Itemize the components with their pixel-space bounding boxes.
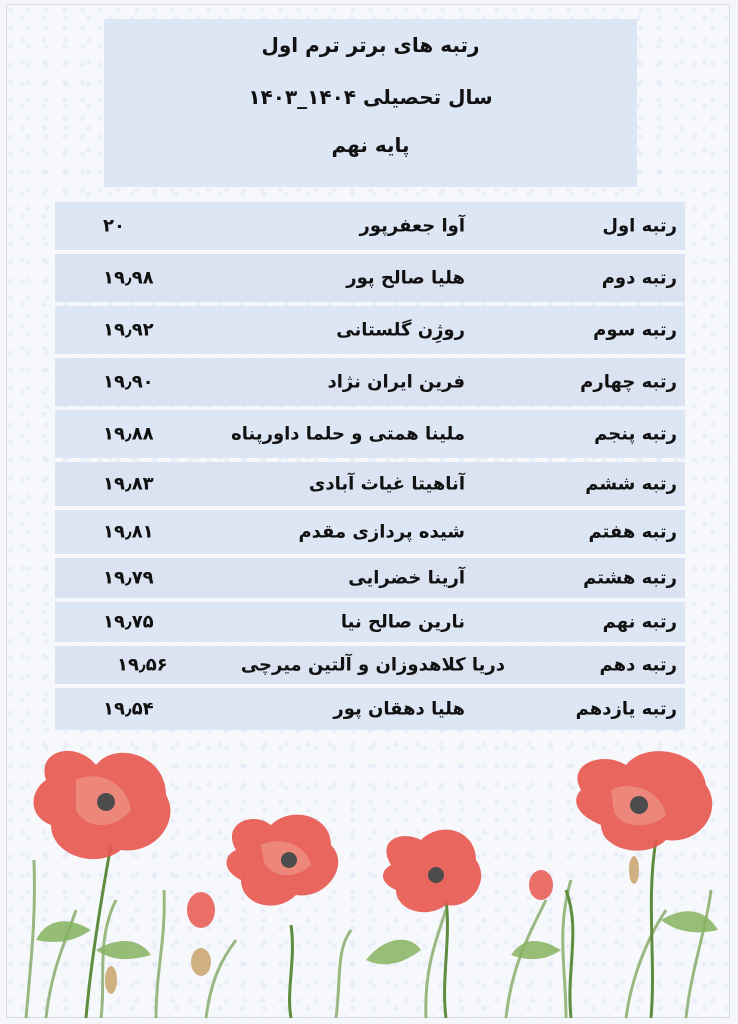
grass-blades [26,860,711,1018]
ranking-row [55,410,685,458]
student-name: روژِن گلستانی [336,319,465,341]
rank-label: رتبه اول [602,215,677,237]
student-name: هلیا صالح پور [346,267,465,289]
rank-label: رتبه دوم [601,267,677,289]
ranking-row [55,688,685,730]
student-name: فرین ایران نژاد [327,371,465,393]
ranking-row [55,254,685,302]
rank-label: رتبه چهارم [580,371,677,393]
ranking-row [55,558,685,598]
score: ۱۹٫۹۲ [103,319,154,341]
score: ۱۹٫۵۶ [117,654,168,676]
poppy-center [383,830,481,913]
student-name: آوا جعفرپور [359,215,465,237]
score: ۱۹٫۷۹ [103,567,154,589]
score: ۱۹٫۸۳ [103,473,154,495]
rank-label: رتبه پنجم [594,423,677,445]
student-name: آناهیتا غیاث آبادی [308,473,465,495]
ranking-row [55,462,685,506]
score: ۱۹٫۵۴ [103,698,154,720]
ranking-row [55,602,685,642]
poppy-right [576,751,712,851]
ranking-row [55,510,685,554]
student-name: نارین صالح نیا [340,611,465,633]
student-name: شیده پردازی مقدم [298,521,465,543]
student-name: هلیا دهقان پور [333,698,465,720]
score: ۱۹٫۸۱ [103,521,154,543]
student-name: آرینا خضرایی [348,567,465,589]
rank-label: رتبه دهم [599,654,677,676]
leaves [36,911,718,964]
rank-label: رتبه نهم [602,611,677,633]
student-name: دریا کلاهدوزان و آلتین میرچی [240,654,505,676]
title-panel [104,19,637,187]
rank-label: رتبه سوم [593,319,677,341]
score: ۲۰ [103,215,125,237]
ranking-row [55,202,685,250]
stems [86,840,656,1018]
school-year-line: سال تحصیلی ۱۴۰۴_۱۴۰۳ [248,85,493,109]
title-line: رتبه های برتر ترم اول [261,33,480,57]
score: ۱۹٫۹۸ [103,267,154,289]
rank-label: رتبه هشتم [583,567,677,589]
poppy-flowers-illustration [6,740,730,1018]
rank-label: رتبه یازدهم [575,698,677,720]
poppy-left [34,751,171,859]
rank-label: رتبه هفتم [588,521,677,543]
ranking-row [55,358,685,406]
grade-line: پایه نهم [331,133,410,157]
poppy-center-left [226,815,338,906]
seed-pod [105,856,639,994]
score: ۱۹٫۸۸ [103,423,154,445]
score: ۱۹٫۷۵ [103,611,154,633]
ranking-row [55,306,685,354]
ranking-row [55,646,685,684]
score: ۱۹٫۹۰ [103,371,154,393]
rank-label: رتبه ششم [585,473,677,495]
student-name: ملینا همتی و حلما داورپناه [231,423,465,445]
